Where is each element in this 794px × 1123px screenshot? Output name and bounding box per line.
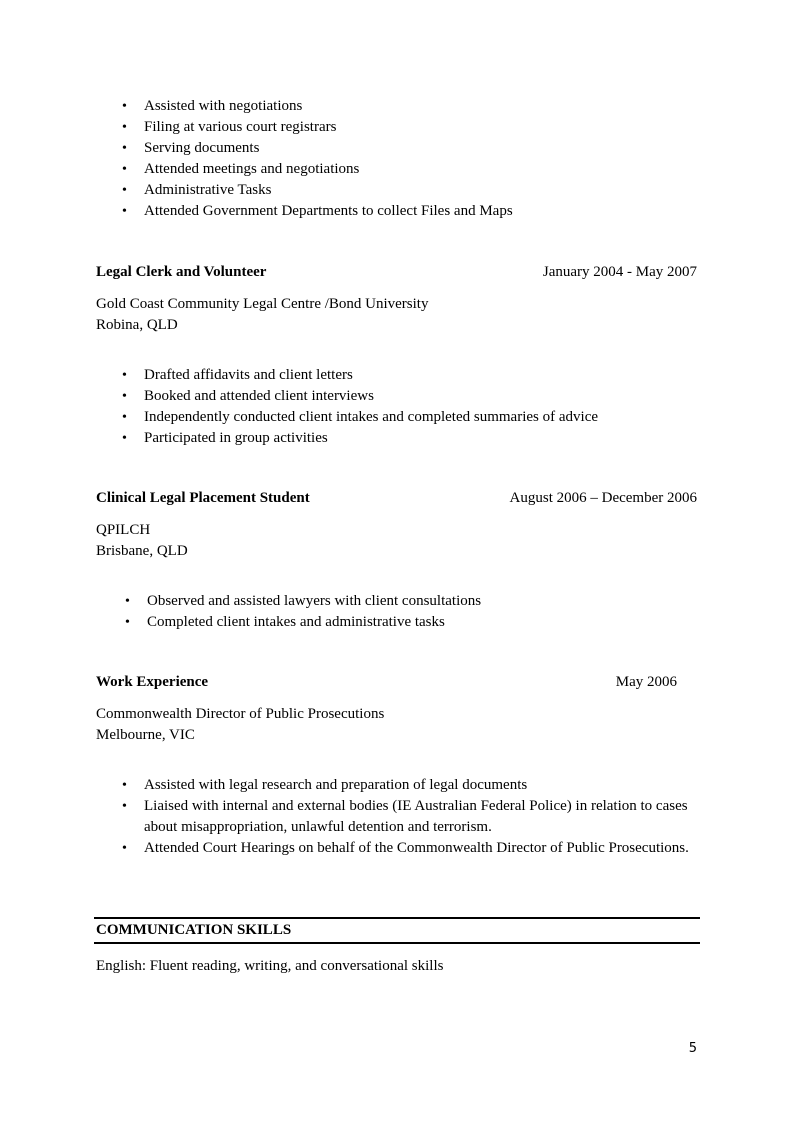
job-title-legal-clerk: Legal Clerk and Volunteer <box>96 264 267 280</box>
section-divider-bottom <box>94 942 700 944</box>
bullet-icon: • <box>122 141 127 156</box>
list-item: • Observed and assisted lawyers with client consultations <box>99 591 709 612</box>
bullet-icon: • <box>122 162 127 177</box>
list-item: • Drafted affidavits and client letters <box>96 365 706 386</box>
list-item: • Booked and attended client interviews <box>96 386 706 407</box>
list-item: • Administrative Tasks <box>96 180 706 201</box>
bullet-icon: • <box>122 799 127 814</box>
work-experience-bullets <box>96 775 696 859</box>
bullet-icon: • <box>122 841 127 856</box>
job-dates-clinical-placement: August 2006 – December 2006 <box>509 490 697 506</box>
communication-skills-text: English: Fluent reading, writing, and conversational skills <box>96 958 444 974</box>
job-location: Brisbane, QLD <box>96 543 188 559</box>
job-location: Robina, QLD <box>96 317 178 333</box>
clinical-placement-bullets <box>99 591 709 633</box>
bullet-icon: • <box>122 431 127 446</box>
job-dates-legal-clerk: January 2004 - May 2007 <box>542 264 697 280</box>
bullet-icon: • <box>122 204 127 219</box>
bullet-icon: • <box>122 410 127 425</box>
list-item: • Independently conducted client intakes and completed summaries of advice <box>96 407 706 428</box>
section-heading-communication: COMMUNICATION SKILLS <box>96 922 292 938</box>
job-dates-work-experience: May 2006 <box>615 674 677 690</box>
list-item: • Filing at various court registrars <box>96 117 706 138</box>
job-title-clinical-placement: Clinical Legal Placement Student <box>96 490 310 506</box>
previous-role-bullets <box>96 96 706 222</box>
list-item: • Participated in group activities <box>96 428 706 449</box>
bullet-icon: • <box>125 615 130 630</box>
list-item: • Attended Court Hearings on behalf of the Commonwealth Director of Public Prosecutions. <box>96 838 696 859</box>
job-organization: Gold Coast Community Legal Centre /Bond University <box>96 296 429 312</box>
list-item: • Liaised with internal and external bodies (IE Australian Federal Police) in relation to cases about misappropriation, unlawful detention and terrorism. <box>122 798 688 835</box>
list-item: • Attended Government Departments to collect Files and Maps <box>96 201 706 222</box>
bullet-icon: • <box>122 183 127 198</box>
legal-clerk-bullets <box>96 365 706 449</box>
list-item: • Completed client intakes and administrative tasks <box>99 612 709 633</box>
list-item: • Serving documents <box>96 138 706 159</box>
bullet-icon: • <box>122 120 127 135</box>
page-number: 5 <box>688 1041 697 1056</box>
job-organization: Commonwealth Director of Public Prosecutions <box>96 706 385 722</box>
list-item: • Assisted with legal research and preparation of legal documents <box>96 775 696 796</box>
bullet-icon: • <box>122 778 127 793</box>
job-location: Melbourne, VIC <box>96 727 195 743</box>
list-item: • Attended meetings and negotiations <box>96 159 706 180</box>
bullet-icon: • <box>125 594 130 609</box>
job-title-work-experience: Work Experience <box>96 674 209 690</box>
list-item: • Assisted with negotiations <box>96 96 706 117</box>
job-organization: QPILCH <box>96 522 151 538</box>
section-divider-top <box>94 917 700 919</box>
bullet-icon: • <box>122 368 127 383</box>
bullet-icon: • <box>122 99 127 114</box>
bullet-icon: • <box>122 389 127 404</box>
